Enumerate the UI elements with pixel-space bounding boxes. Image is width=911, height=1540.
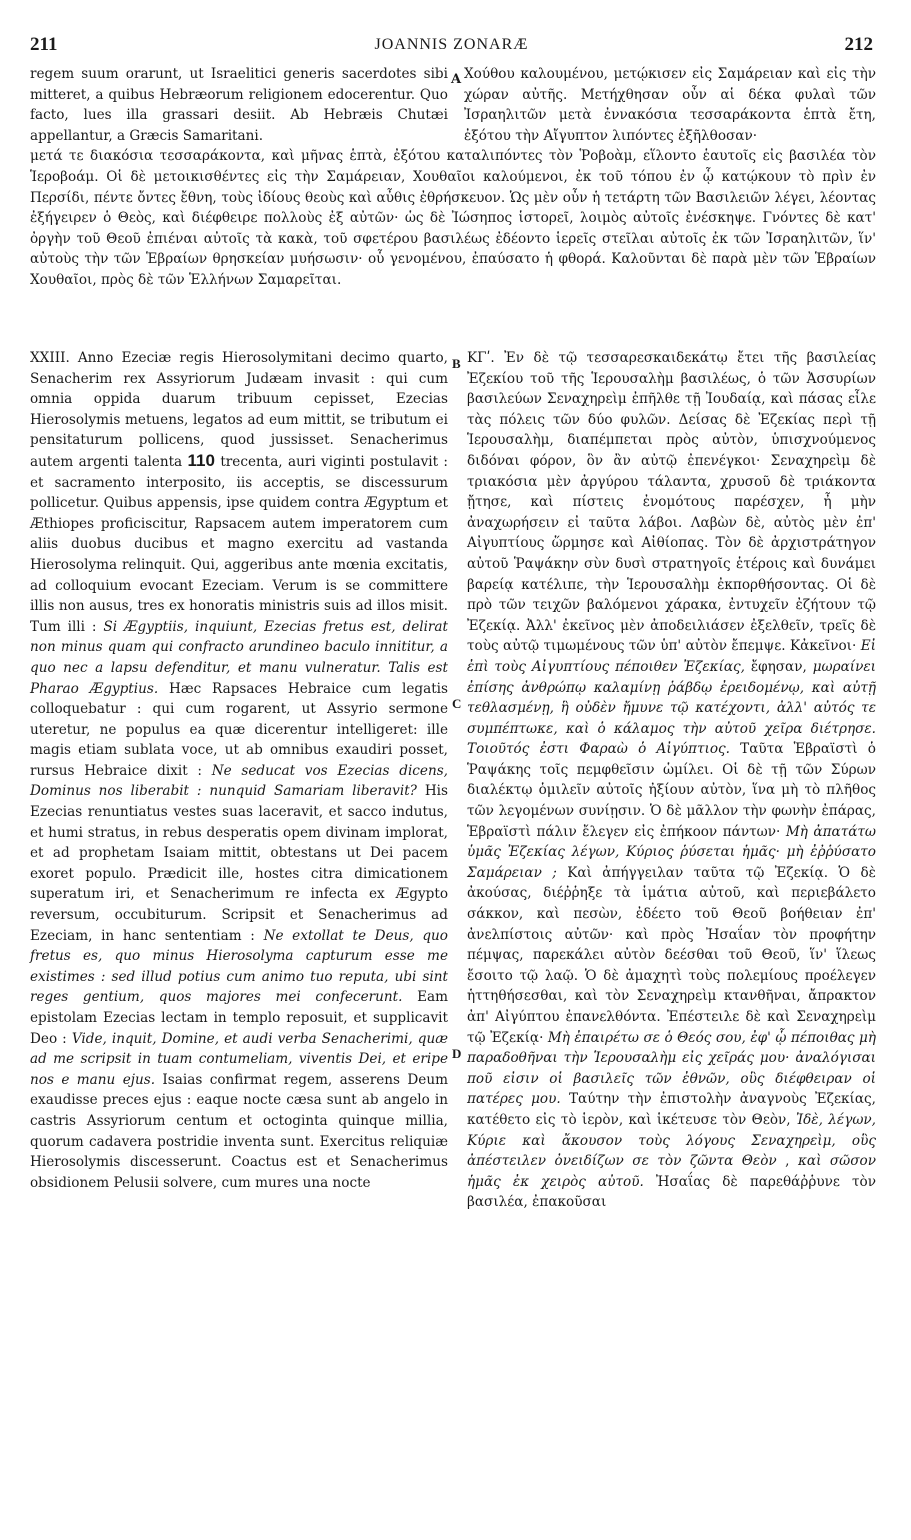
- greek-column: [467, 348, 876, 1213]
- intro-greek-tail-text: μετά τε διακόσια τεσσαράκοντα, καὶ μῆνας ἑπτὰ, ἐξότου καταλιπόντες τὸν Ῥοβοὰμ, εἵλοντο ἑαυτοῖς εἰς βασιλέα τὸν Ἱεροβοάμ. Οἱ δὲ μετοικισθέντες εἰς τὴν Σαμάρειαν, Χουθαῖοι καλούμενοι, ἐκ τοῦ τόπου ἐν ᾧ κατῴκουν τὸ πρὶν ἐν Περσίδι, πέντε ὄντες ἔθνη, τοὺς ἰδίους θεοὺς καὶ αὖθις ἐθρήσκευον. Ὡς μὲν οὖν ἡ τετάρτη τῶν Βασιλειῶν λέγει, λέοντας ἐξήγειρεν ὁ Θεὸς, καὶ διέφθειρε πολλοὺς ἐξ αὐτῶν· ὡς δὲ Ἰώσηπος ἱστορεῖ, λοιμὸς αὐτοῖς ἐνέσκηψε. Γνόντες δὲ κατ' ὀργὴν τοῦ Θεοῦ ἐπιέναι αὐτοῖς τὰ κακὰ, τοῦ σφετέρου βασιλέως ἐδέοντο ἱερεῖς στεῖλαι αὐτοῖς ἐκ τῶν Ἰσραηλιτῶν, ἵν' αὐτοὺς τὴν τῶν Ἑβραίων θρησκείαν μυήσωσιν· οὗ γενομένου, ἐπαύσατο ἡ φθορά. Καλοῦνται δὲ παρὰ μὲν τῶν Ἑβραίων Χουθαῖοι, πρὸς δὲ τῶν Ἑλλήνων Σαμαρεῖται.: [30, 148, 876, 288]
- latin-text: Hæc Rapsaces Hebraice cum legatis colloquebatur : qui cum rogarent, ut Assyrio sermone uteretur, ne populus ea quæ dicerentur intelligeret: ille magis etiam sublata voce, ut ab omnibus exaudiri posset, rursus Hebraice dixit :: [30, 680, 449, 779]
- greek-text: Ταύτην τὴν ἐπιστολὴν ἀναγνοὺς Ἐζεκίας, κατέθετο εἰς τὸ ἱερὸν, καὶ ἱκέτευσε τὸν Θεὸν,: [467, 1091, 876, 1128]
- latin-paragraph: [30, 348, 448, 1193]
- greek-quote: Μὴ ἀπατάτω ὑμᾶς Ἐζεκίας λέγων, Κύριος ῥύσεται ἡμᾶς· μὴ ἐῤῥύσατο Σαμάρειαν ;: [467, 823, 876, 881]
- page-header: [30, 34, 873, 56]
- margin-marker-b: B: [452, 356, 461, 371]
- greek-quote: Μὴ ἐπαιρέτω σε ὁ Θεός σου, ἐφ' ᾧ πέποιθας μὴ παραδοθῆναι τὴν Ἱερουσαλὴμ εἰς χεῖράς μου· ἀναλόγισαι ποῦ εἰσιν οἱ βασιλεῖς τῶν ἐθνῶν, οὓς διέφθειραν οἱ πατέρες μου.: [467, 1029, 876, 1108]
- latin-quote: Ne extollat te Deus, quo fretus es, quo minus Hierosolyma capturum esse me existimes : sed illud potius cum animo tuo reputa, ubi sint reges gentium, quos majores mei confecerunt.: [30, 927, 448, 1006]
- greek-text: ,: [776, 1153, 798, 1170]
- greek-quote: Εἰ ἐπὶ τοὺς Αἰγυπτίους πέποιθεν Ἐζεκίας,: [467, 638, 876, 675]
- greek-paragraph: [467, 348, 876, 1213]
- intro-latin: [30, 64, 448, 146]
- intro-greek-text: Χούθου καλουμένου, μετῴκισεν εἰς Σαμάρειαν καὶ εἰς τὴν χώραν αὐτῆς. Μετήχθησαν οὖν αἱ δέκα φυλαὶ τῶν Ἰσραηλιτῶν μετὰ ἐννακόσια τεσσαράκοντα ἑπτὰ ἔτη, ἐξότου τὴν Αἴγυπτον λιπόντες ἐξῆλθοσαν·: [464, 66, 876, 144]
- greek-text: ΚΓʹ. Ἐν δὲ τῷ τεσσαρεσκαιδεκάτῳ ἔτει τῆς βασιλείας Ἐζεκίου τοῦ τῆς Ἱερουσαλὴμ βασιλέως, ὁ τῶν Ἀσσυρίων βασιλεύων Σεναχηρεὶμ ἐπῆλθε τῇ Ἰουδαίᾳ, καὶ πάσας εἷλε τὰς πόλεις τῶν δύο φυλῶν. Δείσας δὲ Ἐζεκίας περὶ τῇ Ἱερουσαλὴμ, διαπέμπεται πρὸς αὐτὸν, ὑπισχνούμενος διδόναι φόρον, ὃν ἂν αὐτῷ ἐπενέγκοι· Σεναχηρεὶμ δὲ τριακόσια μὲν ἀργύρου τάλαντα, χρυσοῦ δὲ τριάκοντα ᾔτησε, καὶ πίστεις ἐνομότους παρέσχεν, ἦ μὴν ἀναχωρήσειν εἰ ταῦτα λάβοι. Λαβὼν δὲ, αὐτὸς μὲν ἐπ' Αἰγυπτίους ὥρμησε καὶ Αἰθίοπας. Τὸν δὲ ἀρχιστράτηγον αὐτοῦ Ῥαψάκην σὺν δυσὶ στρατηγοῖς ἑτέροις καὶ δυνάμει βαρείᾳ κατέλιπε, τὴν Ἱερουσαλὴμ ἐκπορθήσοντας. Οἱ δὲ πρὸ τῶν τειχῶν βαλόμενοι χάρακα, ἐντυχεῖν ἐζήτουν τῷ Ἐζεκίᾳ. Ἀλλ' ἐκεῖνος μὲν ἀποδειλιάσεν ἐξελθεῖν, τρεῖς δὲ τοὺς αὐτῷ τιμωμένους τῶν ὑπ' αὐτὸν ἔπεμψε. Κἀκεῖνοι·: [467, 350, 876, 655]
- greek-text: Ταῦτα Ἑβραϊστὶ ὁ Ῥαψάκης τοῖς πεμφθεῖσιν ὡμίλει. Οἱ δὲ τῇ τῶν Σύρων διαλέκτῳ ὁμιλεῖν αὐτοῖς ἠξίουν αὐτὸν, ἵνα μὴ τὸ πλῆθος τῶν λεγομένων συνίῃσιν. Ὁ δὲ μᾶλλον τὴν φωνὴν ἐπάρας, Ἑβραϊστὶ πάλιν ἔλεγεν εἰς ἐπήκοον πάντων·: [467, 741, 876, 840]
- margin-marker-d: D: [452, 1046, 462, 1061]
- latin-text: Eam epistolam Ezecias lectam in templo reposuit, et supplicavit Deo :: [30, 989, 448, 1047]
- intro-greek-tail: [30, 146, 876, 290]
- latin-text: His Ezecias renuntiatus vestes suas laceravit, et sacco indutus, et humi stratus, in rebus desperatis opem divinam implorat, et ad prophetam Isaiam mittit, obtestans ut Dei pacem exoret populo. Prædicit ille, hostes citra dimicationem superatum iri, et Senacherimum re infecta ex Ægypto reversum, occubiturum. Scripsit et Senacherimus ad Ezeciam, in hanc sententiam :: [30, 783, 449, 944]
- latin-text: Isaias confirmat regem, asserens Deum exaudisse preces ejus : eaque nocte cæsa sunt ab angelo in castris Assyriorum centum et octoginta quinque millia, quorum cadavera postridie inventa sunt. Exercitus reliquiæ Hierosolymis discesserunt. Coactus est et Senacherimus obsidionem Pelusii solvere, cum mures una nocte: [30, 1071, 448, 1191]
- greek-quote: καὶ σῶσον ἡμᾶς ἐκ χειρὸς αὐτοῦ.: [467, 1153, 876, 1190]
- margin-page-number: 110: [187, 450, 215, 470]
- running-head: JOANNIS ZONARÆ: [374, 36, 529, 53]
- intro-latin-text: regem suum orarunt, ut Israelitici generis sacerdotes sibi mitteret, a quibus Hebræorum religionem edocerentur. Quo facto, lues illa grassari desiit. Ab Hebræis Chutæi appellantur, a Græcis Samaritani.: [30, 66, 448, 144]
- intro-block: [30, 64, 876, 291]
- greek-text: Ἠσαΐας δὲ παρεθάῤῥυνε τὸν βασιλέα, ἐπακοῦσαι: [467, 1173, 876, 1211]
- latin-quote: Ne seducat vos Ezecias dicens, Dominus nos liberabit : nunquid Samariam liberavit?: [30, 762, 448, 800]
- latin-quote: Vide, inquit, Domine, et audi verba Senacherimi, quæ ad me scripsit in tuam contumeliam, viventis Dei, et eripe nos e manu ejus.: [30, 1030, 448, 1088]
- page-number-left: 211: [30, 34, 58, 55]
- latin-quote: Si Ægyptiis, inquiunt, Ezecias fretus est, delirat non minus quam qui confracto arundineo baculo innititur, a quo nec a lapsu defenditur, et manu vulneratur. Talis est Pharao Ægyptius.: [30, 618, 448, 697]
- greek-text: ἔφησαν,: [744, 658, 813, 675]
- page-number-right: 212: [844, 34, 873, 55]
- margin-marker-a: A: [451, 72, 462, 87]
- greek-quote: μωραίνει ἐπίσης ἀνθρώπῳ καλαμίνῃ ῥάβδῳ ἐρειδομένῳ, καὶ αὐτῇ τεθλασμένῃ, ἣ οὐδὲν ἤμυνε τῷ κατέχοντι, ἀλλ' αὐτός τε συμπέπτωκε, καὶ ὁ κάλαμος τὴν αὐτοῦ χεῖρα διέτρησε. Τοιοῦτός ἐστι Φαραὼ ὁ Αἰγύπτιος.: [467, 658, 876, 758]
- latin-text: XXIII. Anno Ezeciæ regis Hierosolymitani decimo quarto, Senacherim rex Assyriorum Judæam invasit : qui cum omnia oppida duarum tribuum cepisset, Ezecias Hierosolymis metuens, legatos ad eum mittit, se tributum ei pensitaturum pollicens, quod jussisset. Senacherimus autem argenti talenta: [30, 350, 448, 470]
- intro-greek: [464, 64, 876, 146]
- latin-text: trecenta, auri viginti postulavit : et sacramento interposito, iis acceptis, se discessurum pollicetur. Quibus appensis, ipse quidem contra Ægyptum et Æthiopes proficiscitur, Rapsacem autem imperatorem cum aliis duobus ducibus et magno exercitu ad vastanda Hierosolyma relinquit. Qui, aggeribus ante mœnia excitatis, ad colloquium evocant Ezeciam. Verum is se committere illis non ausus, tres ex honoratis ministris suis ad illos misit. Tum illi :: [30, 453, 448, 635]
- greek-quote: Ἰδὲ, λέγων, Κύριε καὶ ἄκουσον τοὺς λόγους Σεναχηρεὶμ, οὓς ἀπέστειλεν ὀνειδίζων σε τὸν ζῶντα Θεὸν: [467, 1111, 876, 1170]
- margin-marker-c: C: [452, 696, 462, 711]
- latin-column: [30, 348, 448, 1193]
- greek-text: Καὶ ἀπήγγειλαν ταῦτα τῷ Ἐζεκίᾳ. Ὁ δὲ ἀκούσας, διέῤῥηξε τὰ ἱμάτια αὐτοῦ, καὶ περιεβάλετο σάκκον, καὶ πεσὼν, ἐδέετο τοῦ Θεοῦ βοήθειαν ἐπ' ἀνελπίστοις αὐτῶν· καὶ πρὸς Ἠσαΐαν τὸν προφήτην πέμψας, παρεκάλει αὐτὸν δεέσθαι τοῦ Θεοῦ, ἵν' ἵλεως ἔσοιτο τῷ λαῷ. Ὁ δὲ ἀμαχητὶ τοὺς πολεμίους προέλεγεν ἡττηθήσεσθαι, καὶ τὸν Σεναχηρεὶμ κτανθῆναι, ἄπρακτον ἀπ' Αἰγύπτου ἐπανελθόντα. Ἐπέστειλε δὲ καὶ Σεναχηρεὶμ τῷ Ἐζεκίᾳ·: [467, 864, 876, 1046]
